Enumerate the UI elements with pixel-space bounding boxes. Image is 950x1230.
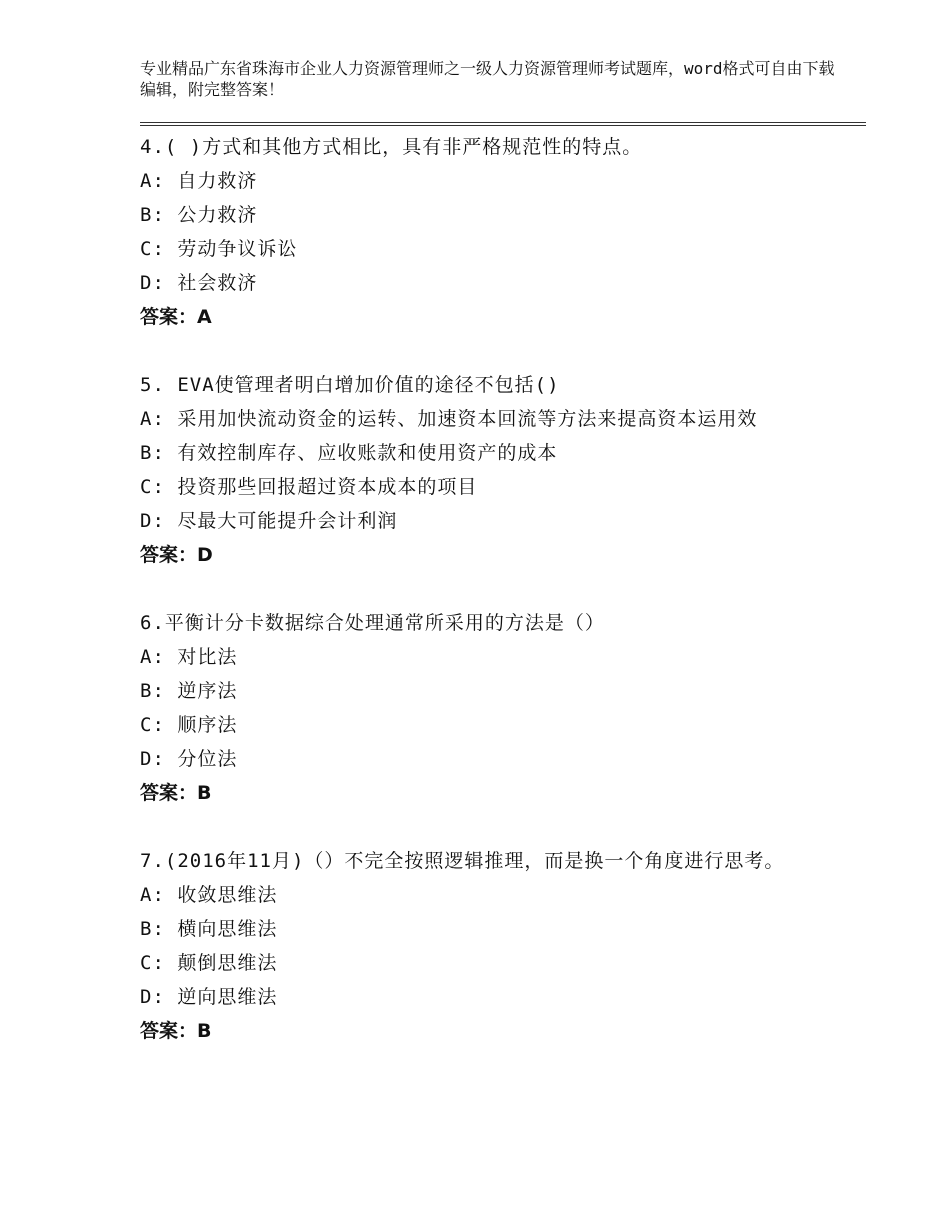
option-d: D: 尽最大可能提升会计利润 bbox=[140, 510, 398, 532]
option-a: A: 收敛思维法 bbox=[140, 884, 278, 906]
question-5 bbox=[140, 368, 820, 572]
option-b: B: 公力救济 bbox=[140, 204, 258, 226]
option-d: D: 社会救济 bbox=[140, 272, 258, 294]
option-c: C: 顺序法 bbox=[140, 714, 238, 736]
header-divider-bottom bbox=[140, 125, 866, 126]
option-a: A: 自力救济 bbox=[140, 170, 258, 192]
option-d: D: 逆向思维法 bbox=[140, 986, 278, 1008]
question-4 bbox=[140, 130, 820, 334]
header-divider-top bbox=[140, 122, 866, 123]
answer-line: 答案：A bbox=[140, 306, 212, 328]
option-b: B: 横向思维法 bbox=[140, 918, 278, 940]
answer-line: 答案：B bbox=[140, 1020, 212, 1042]
option-c: C: 投资那些回报超过资本成本的项目 bbox=[140, 476, 478, 498]
option-b: B: 有效控制库存、应收账款和使用资产的成本 bbox=[140, 442, 558, 464]
option-c: C: 颠倒思维法 bbox=[140, 952, 278, 974]
question-stem: 5. EVA使管理者明白增加价值的途径不包括() bbox=[140, 374, 560, 396]
question-stem: 7.(2016年11月)（）不完全按照逻辑推理，而是换一个角度进行思考。 bbox=[140, 850, 785, 872]
option-a: A: 采用加快流动资金的运转、加速资本回流等方法来提高资本运用效 bbox=[140, 408, 758, 430]
answer-line: 答案：B bbox=[140, 782, 212, 804]
question-7 bbox=[140, 844, 820, 1048]
option-d: D: 分位法 bbox=[140, 748, 238, 770]
option-b: B: 逆序法 bbox=[140, 680, 238, 702]
option-c: C: 劳动争议诉讼 bbox=[140, 238, 298, 260]
document-header: 专业精品广东省珠海市企业人力资源管理师之一级人力资源管理师考试题库，word格式可自由下载编辑，附完整答案！ bbox=[140, 59, 835, 99]
option-a: A: 对比法 bbox=[140, 646, 238, 668]
question-list bbox=[140, 130, 820, 1082]
question-6 bbox=[140, 606, 820, 810]
answer-line: 答案：D bbox=[140, 544, 213, 566]
question-stem: 6.平衡计分卡数据综合处理通常所采用的方法是（） bbox=[140, 612, 605, 634]
question-stem: 4.( )方式和其他方式相比，具有非严格规范性的特点。 bbox=[140, 136, 643, 158]
